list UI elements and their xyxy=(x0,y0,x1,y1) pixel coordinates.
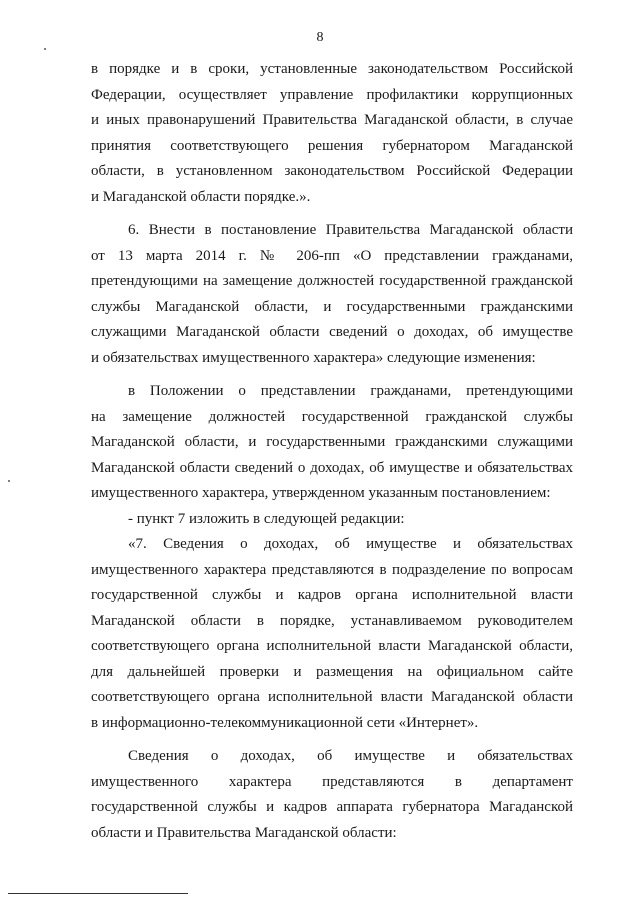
text-line: служащими Магаданской области сведений о доходах, об имуществе xyxy=(91,324,573,340)
text-line: и обязательствах имущественного характера» следующие изменения: xyxy=(91,349,536,366)
document-body xyxy=(91,57,573,846)
text-line: и Магаданской области порядке.». xyxy=(91,188,311,205)
scan-speck xyxy=(44,48,46,50)
text-line: службы Магаданской области, и государственными гражданскими xyxy=(91,298,573,315)
paragraph xyxy=(91,57,573,210)
paragraph xyxy=(91,379,573,507)
text-line: «7. Сведения о доходах, об имуществе и обязательствах xyxy=(128,536,573,552)
text-line: Федерации, осуществляет управление профилактики коррупционных xyxy=(91,86,573,103)
text-line: имущественного характера, утвержденном указанным постановлением: xyxy=(91,485,551,501)
text-line: области, в установленном законодательством Российской Федерации xyxy=(91,163,573,179)
text-line: в информационно-телекоммуникационной сети «Интернет». xyxy=(91,714,479,731)
text-line: Сведения о доходах, об имуществе и обязательствах xyxy=(128,748,573,764)
text-line: в порядке и в сроки, установленные законодательством Российской xyxy=(91,61,573,77)
scan-speck xyxy=(8,480,10,482)
text-line: Магаданской области сведений о доходах, об имуществе и обязательствах xyxy=(91,459,573,476)
paragraph xyxy=(91,532,573,736)
text-line: от 13 марта 2014 г. № 206-пп «О представлении гражданами, xyxy=(91,247,573,264)
text-line: области и Правительства Магаданской области: xyxy=(91,824,397,841)
footer-rule xyxy=(8,893,188,894)
text-line: государственной службы и кадров аппарата губернатора Магаданской xyxy=(91,799,573,815)
paragraph xyxy=(91,218,573,371)
text-line: в Положении о представлении гражданами, претендующими xyxy=(128,383,573,399)
text-line: соответствующего органа исполнительной власти Магаданской области xyxy=(91,689,573,705)
text-line: 6. Внести в постановление Правительства Магаданской области xyxy=(128,222,573,238)
paragraph xyxy=(91,507,573,533)
text-line: государственной службы и кадров органа исполнительной власти xyxy=(91,587,573,603)
text-line: имущественного характера представляются в департамент xyxy=(91,773,573,790)
text-line: на замещение должностей государственной гражданской службы xyxy=(91,408,573,425)
text-line: претендующими на замещение должностей государственной гражданской xyxy=(91,273,573,289)
text-line: - пункт 7 изложить в следующей редакции: xyxy=(128,510,405,527)
text-line: имущественного характера представляются в подразделение по вопросам xyxy=(91,561,573,578)
paragraph xyxy=(91,744,573,846)
page-number: 8 xyxy=(316,30,324,45)
text-line: для дальнейшей проверки и размещения на официальном сайте xyxy=(91,663,573,680)
text-line: соответствующего органа исполнительной власти Магаданской области, xyxy=(91,638,573,654)
text-line: и иных правонарушений Правительства Магаданской области, в случае xyxy=(91,112,573,128)
text-line: Магаданской области, и государственными гражданскими служащими xyxy=(91,434,573,450)
text-line: принятия соответствующего решения губернатором Магаданской xyxy=(91,137,573,154)
text-line: Магаданской области в порядке, устанавливаемом руководителем xyxy=(91,612,573,629)
